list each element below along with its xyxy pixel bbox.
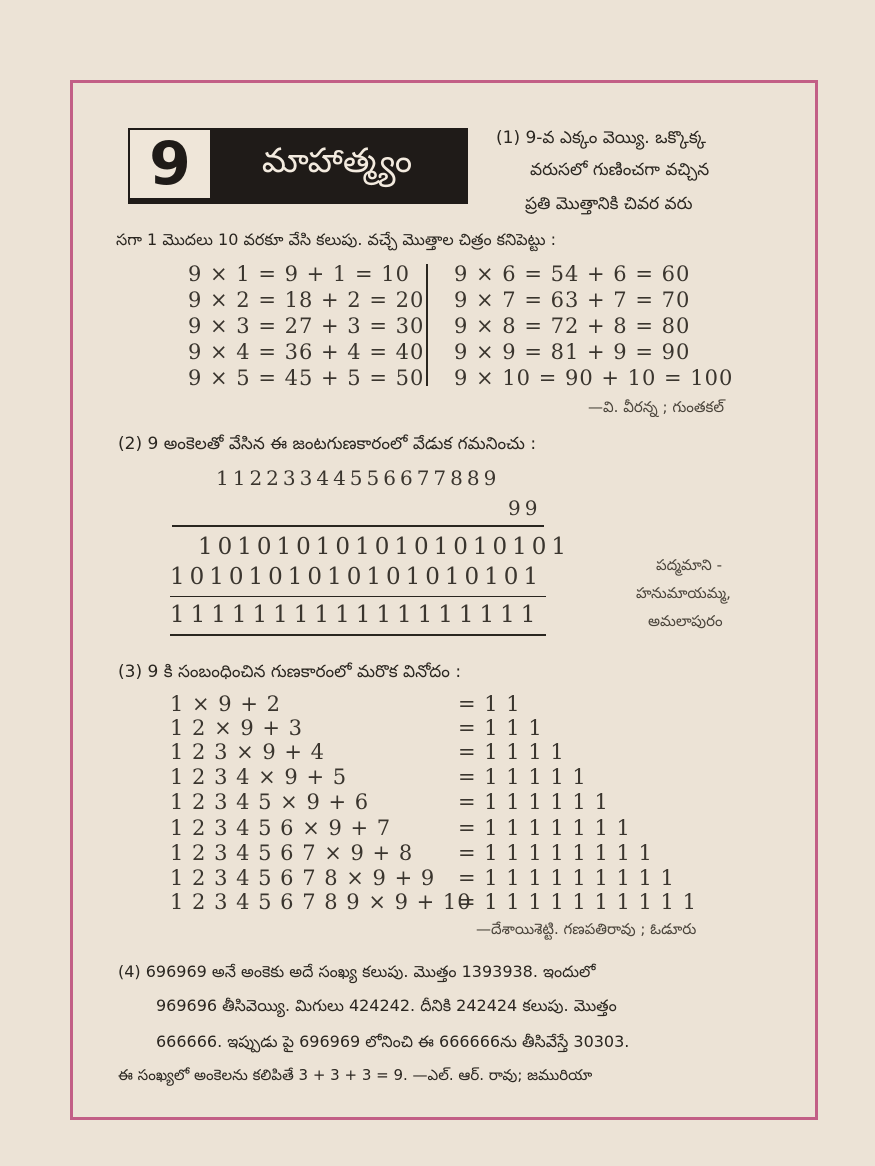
s2-multiplier: 99 <box>508 496 542 520</box>
s3-row-lhs: 1 2 3 4 5 6 7 × 9 + 8 <box>170 841 414 865</box>
s1-intro-line: వరుసలో గుణించగా వచ్చిన <box>530 160 710 180</box>
s2-partial-2: 1010101010101010101 <box>170 564 544 590</box>
s1-intro-line: (1) 9-వ ఎక్కం వెయ్యి. ఒక్కొక్క <box>496 128 706 148</box>
s4-line: 969696 తీసివెయ్యి. మిగులు 424242. దీనికి 242424 కలుపు. మొత్తం <box>156 996 617 1015</box>
s3-intro: (3) 9 కి సంబంధించిన గుణకారంలో మరొక వినోదం : <box>118 662 462 682</box>
s2-rule <box>172 525 544 527</box>
title-number: 9 <box>130 130 210 198</box>
s3-row-lhs: 1 2 × 9 + 3 <box>170 716 304 740</box>
s3-row-rhs: = 1 1 1 1 1 1 1 1 1 1 <box>458 890 697 914</box>
s1-intro-line: సగా 1 మొదలు 10 వరకూ వేసి కలుపు. వచ్చే మొత్తాల చిత్రం కనిపెట్టు : <box>116 230 556 249</box>
s1-left-row: 9 × 5 = 45 + 5 = 50 <box>188 366 425 390</box>
s1-intro-line: ప్రతి మొత్తానికి చివర వరు <box>525 194 693 214</box>
s3-signature: —దేశాయిశెట్టి. గణపతిరావు ; ఓడూరు <box>476 920 697 938</box>
s4-line: (4) 696969 అనే అంకెకు అదే సంఖ్య కలుపు. మొత్తం 1393938. ఇందులో <box>118 962 596 981</box>
s4-line: 666666. ఇప్పుడు పై 696969 లోనించి ఈ 666666ను తీసివేస్తే 30303. <box>156 1032 630 1051</box>
s3-row-lhs: 1 2 3 4 5 6 7 8 × 9 + 9 <box>170 866 436 890</box>
s2-signature-line: పద్మమాని - <box>656 556 722 574</box>
page-title: మాహాత్మ్యం <box>261 141 413 181</box>
s3-row-rhs: = 1 1 <box>458 692 521 716</box>
s3-row-lhs: 1 2 3 4 × 9 + 5 <box>170 765 348 789</box>
s1-left-row: 9 × 3 = 27 + 3 = 30 <box>188 314 425 338</box>
s3-row-lhs: 1 × 9 + 2 <box>170 692 281 716</box>
s2-multiplicand: 11223344556677889 <box>216 466 501 490</box>
s1-right-row: 9 × 8 = 72 + 8 = 80 <box>454 314 691 338</box>
s1-signature: —వి. వీరన్న ; గుంతకల్ <box>588 398 725 416</box>
s3-row-rhs: = 1 1 1 <box>458 716 543 740</box>
s1-left-row: 9 × 4 = 36 + 4 = 40 <box>188 340 425 364</box>
s3-row-lhs: 1 2 3 4 5 6 7 8 9 × 9 + 10 <box>170 890 472 914</box>
s1-right-row: 9 × 10 = 90 + 10 = 100 <box>454 366 734 390</box>
s3-row-rhs: = 1 1 1 1 <box>458 740 565 764</box>
s2-rule <box>170 596 546 597</box>
s2-rule <box>170 634 546 636</box>
s2-intro: (2) 9 అంకెలతో వేసిన ఈ జంటగుణకారంలో వేడుక గమనించు : <box>118 434 537 454</box>
s2-signature-line: అమలాపురం <box>648 612 723 630</box>
s1-left-row: 9 × 1 = 9 + 1 = 10 <box>188 262 410 286</box>
s3-row-rhs: = 1 1 1 1 1 1 1 <box>458 816 631 840</box>
s3-row-lhs: 1 2 3 × 9 + 4 <box>170 740 326 764</box>
s1-left-row: 9 × 2 = 18 + 2 = 20 <box>188 288 425 312</box>
s1-right-row: 9 × 6 = 54 + 6 = 60 <box>454 262 691 286</box>
s2-result: 111111111111111111 <box>170 602 542 628</box>
s3-row-rhs: = 1 1 1 1 1 1 1 1 <box>458 841 653 865</box>
s1-right-row: 9 × 9 = 81 + 9 = 90 <box>454 340 691 364</box>
s3-row-lhs: 1 2 3 4 5 6 × 9 + 7 <box>170 816 392 840</box>
s3-row-lhs: 1 2 3 4 5 × 9 + 6 <box>170 790 370 814</box>
s3-row-rhs: = 1 1 1 1 1 <box>458 765 587 789</box>
s2-signature-line: హనుమాయమ్మ, <box>636 584 731 602</box>
column-divider <box>426 264 428 386</box>
s1-right-row: 9 × 7 = 63 + 7 = 70 <box>454 288 691 312</box>
s3-row-rhs: = 1 1 1 1 1 1 1 1 1 <box>458 866 675 890</box>
s4-line: ఈ సంఖ్యలో అంకెలను కలిపితే 3 + 3 + 3 = 9. —ఎల్. ఆర్. రావు; జమురియా <box>118 1066 593 1084</box>
s2-partial-1: 1010101010101010101 <box>198 534 572 560</box>
s3-row-rhs: = 1 1 1 1 1 1 <box>458 790 609 814</box>
